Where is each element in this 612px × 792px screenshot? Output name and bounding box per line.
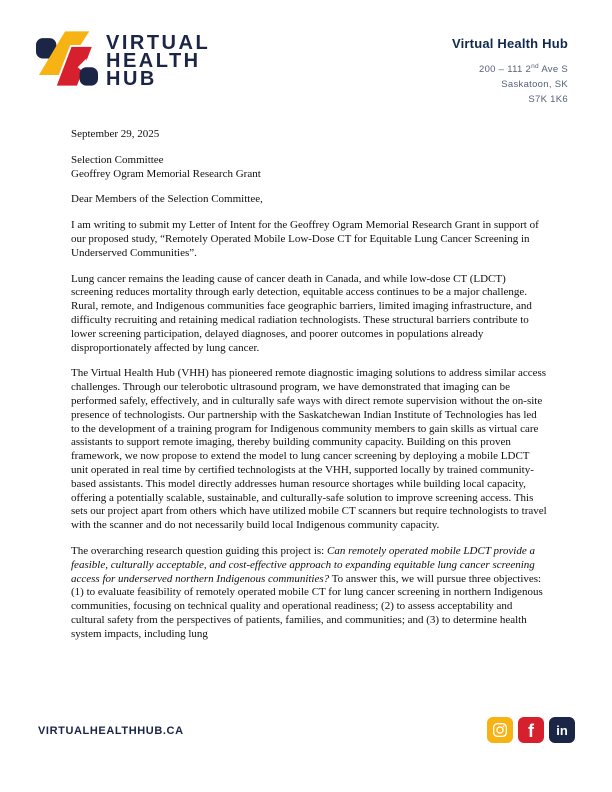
footer-website-link[interactable]: VIRTUALHEALTHHUB.CA [38, 725, 184, 737]
vhh-logo-mark [36, 31, 98, 87]
org-name: Virtual Health Hub [451, 36, 568, 51]
linkedin-glyph: in [556, 722, 568, 738]
letter-paragraph-1: I am writing to submit my Letter of Intent for the Geoffrey Ogram Memorial Research Grant in support of our proposed study, “Remotely Operated Mobile Low-Dose CT for Equitable Lung Cancer Screening in Underserved Communities”. [71, 219, 539, 259]
letter-paragraph-3: The Virtual Health Hub (VHH) has pioneered remote diagnostic imaging solutions to address similar access challenges. Through our telerobotic ultrasound program, we have demonstrated that imaging can be performed safely, effectively, and in culturally safe ways with direct remote supervision without the on-site presence of technologists. Our partnership with the Saskatchewan Indian Institute of Technologies has led to the development of a training program for Indigenous community members to gain skills as virtual care assistants to support remote imaging, thereby building community capacity. Building on this proven framework, we now propose to extend the model to lung cancer screening by deploying a mobile LDCT unit operated in real time by certified technologists at the VHH, supported locally by trained community-based assistants. This model directly addresses human resource shortages while building local capacity, offering a potentially scalable, sustainable, and culturally-safe solution to improve screening access. This sets our project apart from others which have utilized mobile CT scanners but require technologists to travel with the scanner and do not necessarily build local Indigenous community capacity. [71, 367, 547, 532]
wordmark-line: VIRTUAL [106, 32, 211, 54]
header-address-block [452, 36, 568, 107]
address-line-1: 200 – 111 2nd Ave S [478, 63, 568, 76]
footer-social-icons [487, 717, 575, 743]
address-line-3: S7K 1K6 [528, 94, 568, 106]
letter-body [71, 128, 547, 654]
letter-paragraph-4: The overarching research question guiding this project is: Can remotely operated mobile LDCT provide a feasible, culturally acceptable, and cost-effective approach to expanding equitable lung cancer screening access for underserved northern Indigenous communities? To answer this, we will pursue three objectives: (1) to evaluate feasibility of remotely operated mobile CT for lung cancer screening in northern Indigenous communities, focusing on technical quality and operational readiness; (2) to assess acceptability and cultural safety from the perspectives of patients, families, and communities; and (3) to determine health system impacts, including lung [71, 544, 543, 640]
wordmark-line: HEALTH [106, 50, 201, 72]
letter-paragraph-2: Lung cancer remains the leading cause of cancer death in Canada, and while low-dose CT (LDCT) screening reduces mortality through early detection, equitable access continues to be a major challenge. Rural, remote, and Indigenous communities face geographic barriers, limited imaging infrastructure, and difficulty recruiting and retaining medical radiation technologists. These structural barriers contribute to lower screening participation, delayed diagnoses, and poorer outcomes in populations already disproportionately affected by lung cancer. [71, 272, 532, 354]
linkedin-icon[interactable] [549, 717, 575, 743]
research-question-italic: Can remotely operated mobile LDCT provide a feasible, culturally acceptable, and cost-effective approach to expanding equitable lung cancer screening access for underserved northern Indigenous communities? [71, 544, 535, 585]
recipient-line-2: Geoffrey Ogram Memorial Research Grant [71, 167, 261, 180]
facebook-glyph: f [528, 721, 534, 741]
logo-square-bottom-right [80, 67, 98, 85]
address-lines [452, 59, 568, 107]
wordmark-line: HUB [106, 68, 157, 90]
facebook-icon[interactable] [518, 717, 544, 743]
letter-recipient [71, 154, 547, 182]
vhh-wordmark [106, 34, 210, 88]
recipient-line-1: Selection Committee [71, 153, 164, 166]
instagram-icon[interactable] [487, 717, 513, 743]
letter-salutation: Dear Members of the Selection Committee, [71, 193, 263, 206]
instagram-glyph [492, 722, 508, 738]
letter-date: September 29, 2025 [71, 128, 160, 140]
address-line-2: Saskatoon, SK [501, 79, 568, 91]
